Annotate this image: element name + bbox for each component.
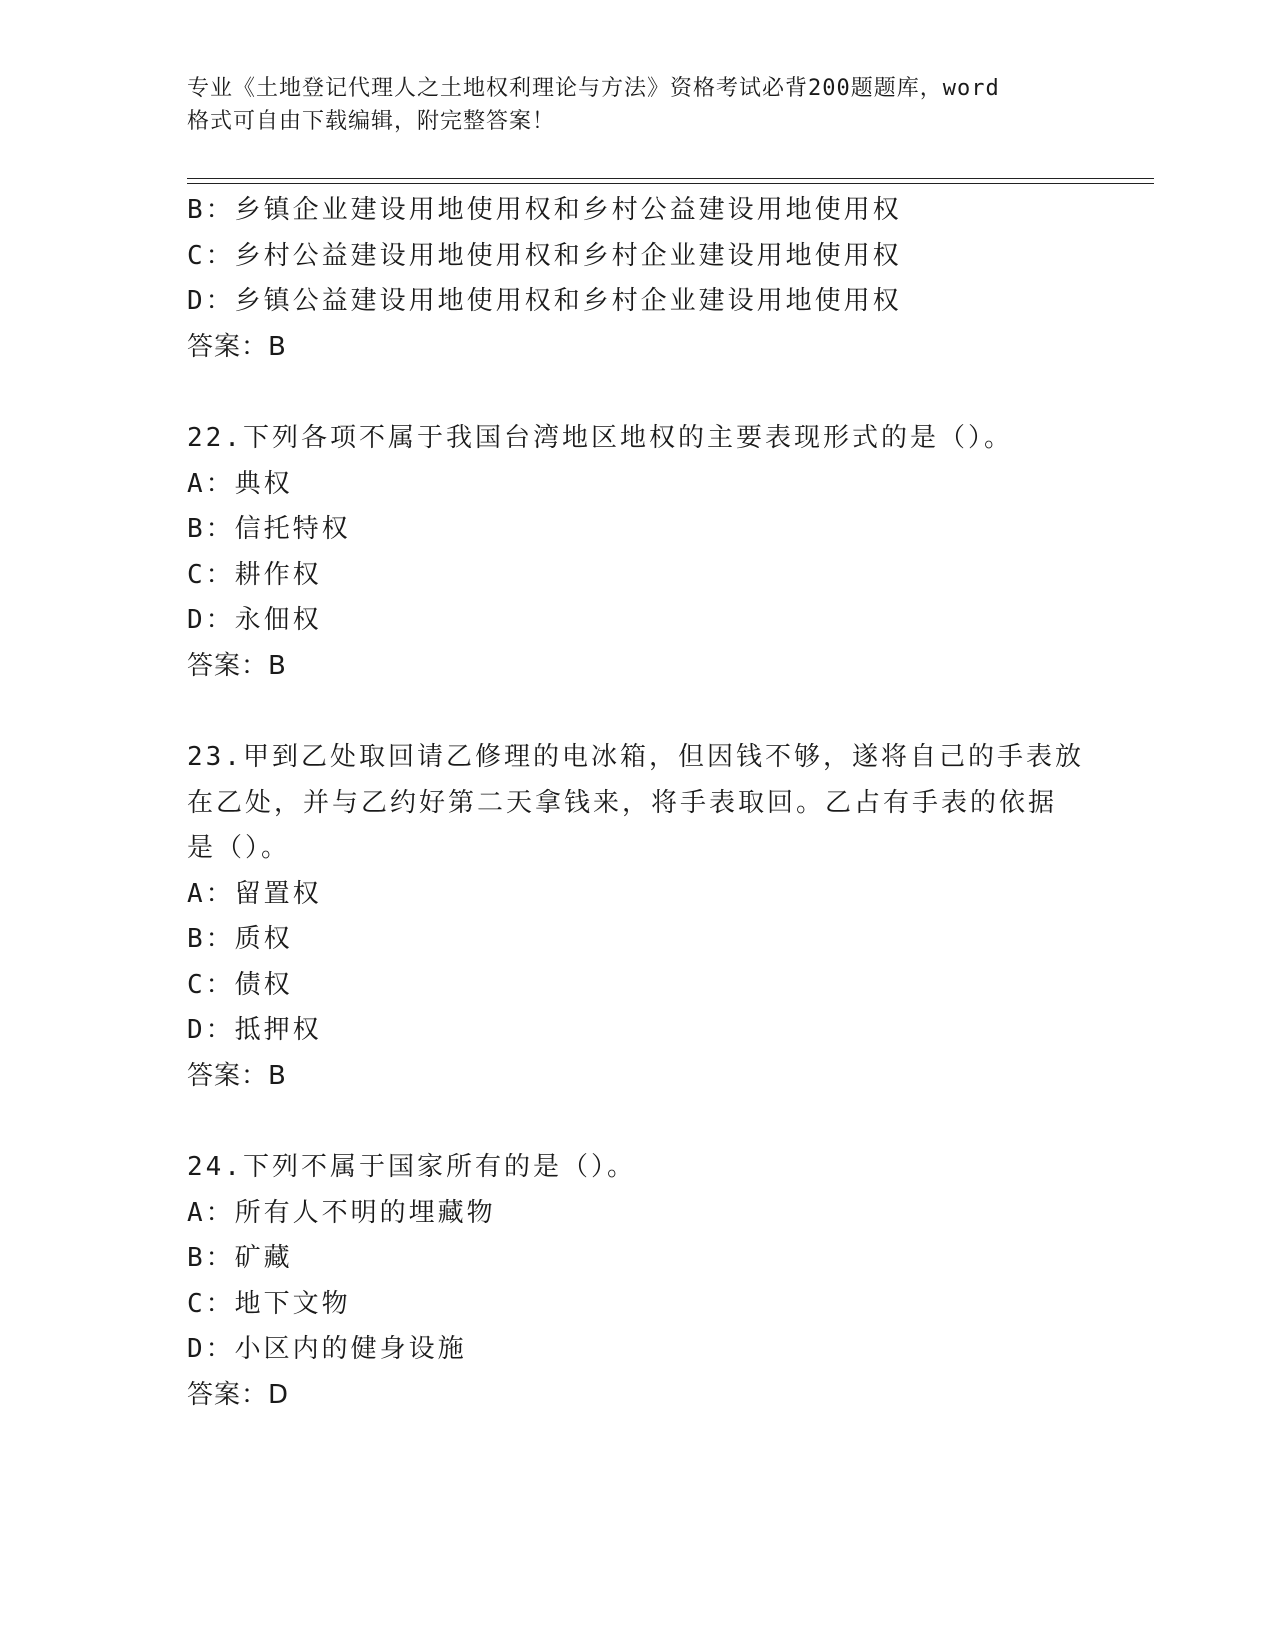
question-text: 22.下列各项不属于我国台湾地区地权的主要表现形式的是（）。: [187, 423, 1013, 453]
option-a: A：典权: [187, 468, 293, 499]
option-d: D：永佃权: [187, 605, 322, 635]
answer: 答案：B: [187, 331, 287, 362]
question-text: 24.下列不属于国家所有的是（）。: [187, 1152, 636, 1182]
spacer: [187, 1099, 1087, 1145]
option-d: D：抵押权: [187, 1015, 322, 1045]
answer: 答案：D: [187, 1379, 290, 1410]
question-text-line-2: 在乙处，并与乙约好第二天拿钱来，将手表取回。乙占有手表的依据: [187, 787, 1058, 818]
spacer: [187, 370, 1087, 416]
option-c: C：地下文物: [187, 1288, 351, 1319]
option-b: B：信托特权: [187, 514, 351, 544]
header-divider-bottom: [187, 183, 1154, 184]
option-c: C：耕作权: [187, 559, 322, 590]
question-24: [187, 1145, 1087, 1418]
option-c: C：债权: [187, 969, 293, 1000]
header-line-1: 专业《土地登记代理人之土地权利理论与方法》资格考试必背200题题库，word: [187, 76, 1000, 101]
document-header: [187, 72, 1067, 138]
option-b: B：质权: [187, 924, 293, 954]
option-a: A：所有人不明的埋藏物: [187, 1197, 496, 1228]
header-line-2: 格式可自由下载编辑，附完整答案！: [187, 109, 556, 134]
question-22: [187, 416, 1087, 689]
answer: 答案：B: [187, 650, 287, 681]
option-d: D：乡镇公益建设用地使用权和乡村企业建设用地使用权: [187, 286, 902, 316]
option-b: B：乡镇企业建设用地使用权和乡村公益建设用地使用权: [187, 195, 902, 225]
question-21: [187, 188, 1087, 370]
question-list: [187, 188, 1087, 1418]
spacer: [187, 689, 1087, 735]
option-d: D：小区内的健身设施: [187, 1334, 467, 1364]
question-23: [187, 735, 1087, 1099]
option-a: A：留置权: [187, 878, 322, 909]
option-c: C：乡村公益建设用地使用权和乡村企业建设用地使用权: [187, 240, 902, 271]
answer: 答案：B: [187, 1060, 287, 1091]
question-text-line-1: 23.甲到乙处取回请乙修理的电冰箱，但因钱不够，遂将自己的手表放: [187, 742, 1084, 772]
option-b: B：矿藏: [187, 1243, 293, 1273]
question-text-line-3: 是（）。: [187, 833, 291, 863]
header-divider-top: [187, 178, 1154, 179]
